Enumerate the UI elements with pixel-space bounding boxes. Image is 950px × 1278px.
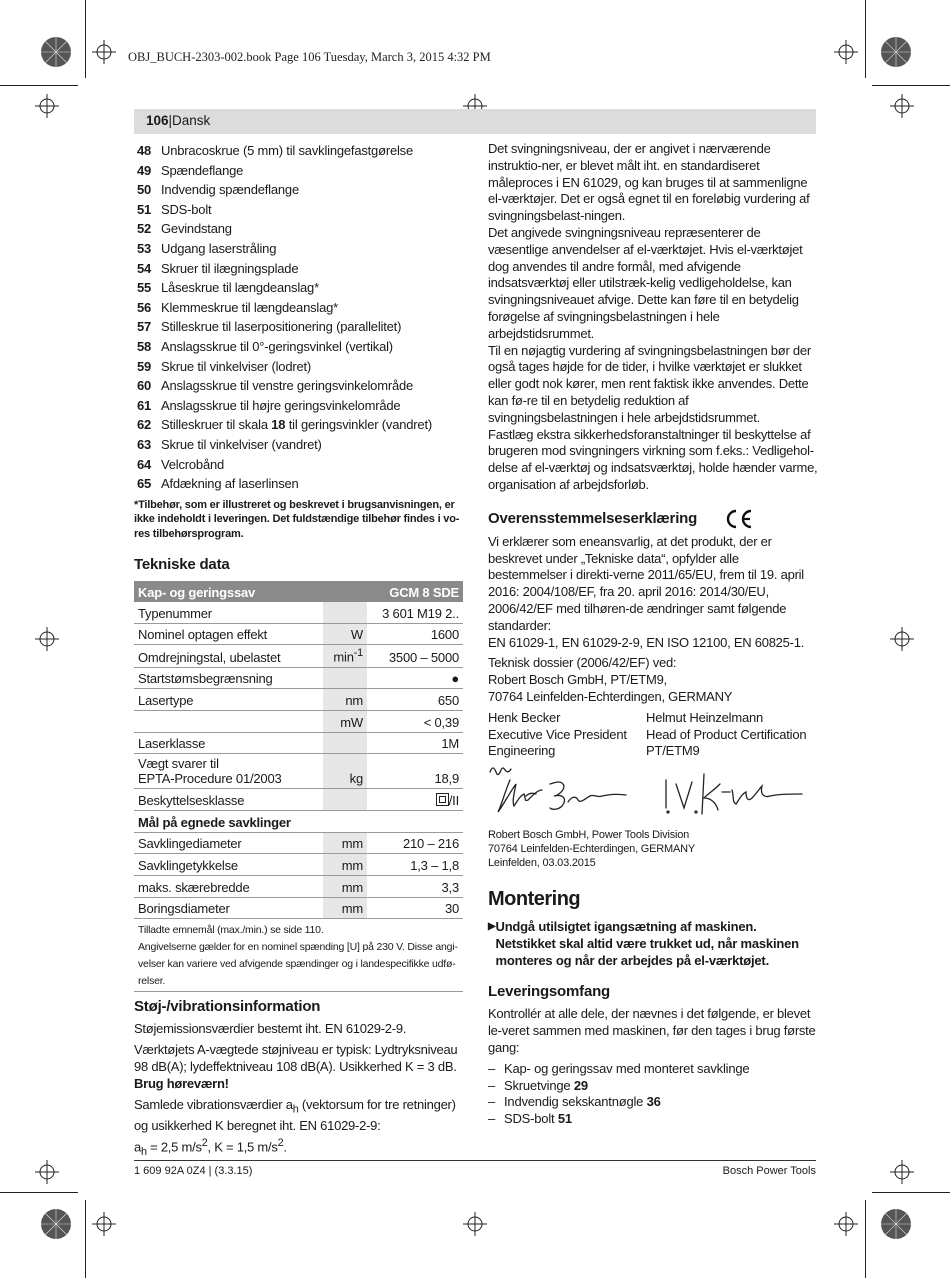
table-row — [134, 602, 463, 623]
table-cell-label: Vægt svarer til EPTA-Procedure 01/2003 — [134, 754, 323, 789]
accessory-footnote: *Tilbehør, som er illustreret og beskrevet i brugsanvisningen, er ikke indeholdt i leveringen. Det fuldstændige tilbehør findes i vo-res tilbehørsprogram. — [134, 498, 460, 540]
table-row — [134, 754, 463, 789]
part-description: Anslagsskrue til venstre geringsvinkelområde — [161, 378, 414, 394]
footer-code: 1 609 92A 0Z4 | (3.3.15) — [134, 1165, 253, 1177]
crosshair-icon-bottom-right — [834, 1212, 858, 1236]
table-cell-unit: mW — [323, 710, 367, 732]
table-cell-value: 1,3 – 1,8 — [367, 854, 463, 876]
table-cell-label: Lasertype — [134, 689, 323, 711]
registration-mark-top-left — [40, 36, 72, 68]
table-subheader: Mål på egnede savklinger — [134, 811, 463, 833]
vibration-para-1: Det svingningsniveau, der er angivet i nærværende instruktio-ner, er blevet målt iht. en standardiseret måleproces i EN 61029, og kan bruges til at sammenligne el-værktøjer. Det er også egnet til en foreløbig vurdering af svingningsbelast-ningen. — [488, 141, 810, 224]
crosshair-icon-bottom-left — [92, 1212, 116, 1236]
crosshair-icon-top-left — [92, 40, 116, 64]
part-number: 58 — [137, 338, 152, 354]
registration-mark-bottom-left — [40, 1208, 72, 1240]
table-cell-value: 210 – 216 — [367, 832, 463, 854]
signatories — [488, 710, 818, 760]
list-item — [134, 317, 464, 337]
table-row — [134, 623, 463, 645]
part-number: 53 — [137, 240, 152, 256]
table-cell-value: ● — [367, 667, 463, 689]
part-number: 62 — [137, 417, 152, 433]
table-cell-value: 30 — [367, 897, 463, 919]
part-description: Stilleskruer til skala 18 til geringsvinkler (vandret) — [161, 417, 432, 433]
part-number: 54 — [137, 260, 152, 276]
table-row — [134, 667, 463, 689]
table-cell-unit: mm — [323, 897, 367, 919]
conformity-standards: EN 61029-1, EN 61029-2-9, EN ISO 12100, EN 60825-1. — [488, 634, 805, 650]
list-item — [134, 357, 464, 377]
list-item: – SDS-bolt 51 — [488, 1111, 572, 1127]
part-number: 64 — [137, 456, 152, 472]
part-number: 49 — [137, 162, 152, 178]
hearing-protection-warning: Brug høreværn! — [134, 1075, 229, 1091]
crosshair-icon-left-upper — [35, 94, 59, 118]
right-column — [488, 141, 818, 1128]
table-row — [134, 789, 463, 811]
table-cell-label: Savklingediameter — [134, 832, 323, 854]
crosshair-icon-right-upper — [890, 94, 914, 118]
part-description: Stilleskrue til laserpositionering (parallelitet) — [161, 319, 402, 335]
part-number: 48 — [137, 143, 152, 158]
delivery-list — [488, 1061, 818, 1128]
part-number: 50 — [137, 182, 152, 198]
protection-class-icon — [436, 793, 449, 806]
table-cell-value: 1M — [367, 732, 463, 754]
table-cell-label: maks. skærebredde — [134, 876, 323, 898]
part-description: Anslagsskrue til 0°-geringsvinkel (vertikal) — [161, 338, 393, 354]
part-description: Låseskrue til længdeanslag* — [161, 280, 319, 296]
list-item — [134, 239, 464, 259]
vibration-text: Samlede vibrationsværdier $a_h$ (vektorsum for tre retninger) og usikkerhed K beregnet iht. EN 61029-2-9: $a_h = 2,5$ $m/s^2$, K = 1,5 $m/s^2$. — [134, 1096, 456, 1158]
tech-data-heading: Tekniske data — [134, 556, 230, 574]
delivery-text: Kontrollér at alle dele, der nævnes i det følgende, er blevet le-veret sammen med maskinen, før den tages i brug første gang: — [488, 1006, 816, 1056]
table-cell-unit: W — [323, 623, 367, 645]
dossier-line-1: Teknisk dossier (2006/42/EF) ved: — [488, 655, 677, 671]
part-description: Afdækning af laserlinsen — [161, 476, 299, 492]
tech-data-table — [134, 581, 463, 919]
table-cell-label: Omdrejningstal, ubelastet — [134, 645, 323, 667]
part-description: Skruer til ilægningsplade — [161, 260, 299, 276]
table-cell-label: Startstømsbegrænsning — [134, 667, 323, 689]
conformity-heading: Overensstemmelseserklæring — [488, 510, 698, 528]
part-number: 59 — [137, 358, 152, 374]
table-cell-value: 1600 — [367, 623, 463, 645]
table-cell-label: Laserklasse — [134, 732, 323, 754]
part-description: Skrue til vinkelviser (lodret) — [161, 358, 312, 374]
crosshair-icon-top-right — [834, 40, 858, 64]
list-item — [134, 455, 464, 475]
list-item — [134, 278, 464, 298]
table-row — [134, 645, 463, 667]
list-item: – Skruetvinge 29 — [488, 1077, 588, 1093]
list-item — [134, 219, 464, 239]
parts-list — [134, 141, 464, 494]
list-item — [134, 298, 464, 318]
assembly-heading: Montering — [488, 888, 581, 911]
triangle-bullet-icon: ▶ — [488, 921, 496, 933]
header-language: Dansk — [172, 113, 211, 128]
part-description: Spændeflange — [161, 162, 244, 178]
table-cell-unit — [323, 602, 367, 623]
table-cell-unit — [323, 732, 367, 754]
table-cell-label: Beskyttelsesklasse — [134, 789, 323, 811]
dossier-line-2: Robert Bosch GmbH, PT/ETM9, — [488, 672, 667, 688]
crosshair-icon-bottom-center — [463, 1212, 487, 1236]
delivery-heading: Leveringsomfang — [488, 983, 611, 1001]
table-row — [134, 710, 463, 732]
list-item — [134, 161, 464, 181]
signatory-1: Henk Becker Executive Vice President Engineering — [488, 709, 627, 759]
crosshair-icon-left-lower — [35, 1160, 59, 1184]
vibration-para-3: Til en nøjagtig vurdering af svingningsbelastningen bør der også tages højde for de tider, i hvilke værktøjet er slukket eller godt nok kører, men rent faktisk ikke anvendes. Dette kan fø-re til en betydelig reduktion af svingningsbelastningen i hele arbejdstidsrummet. — [488, 342, 811, 425]
ce-mark-icon — [724, 509, 754, 529]
noise-emission-text: Støjemissionsværdier bestemt iht. EN 61029-2-9. — [134, 1021, 407, 1037]
table-head-product: Kap- og geringssav — [134, 581, 367, 602]
list-item — [134, 474, 464, 494]
list-item — [134, 180, 464, 200]
part-description: Gevindstang — [161, 221, 232, 237]
part-description: Indvendig spændeflange — [161, 182, 299, 198]
list-item — [134, 415, 464, 435]
table-cell-unit: mm — [323, 876, 367, 898]
table-cell-label: Nominel optagen effekt — [134, 623, 323, 645]
part-description: Velcrobånd — [161, 456, 225, 472]
list-item — [134, 376, 464, 396]
part-number: 51 — [137, 201, 152, 217]
table-row — [134, 732, 463, 754]
part-description: SDS-bolt — [161, 201, 212, 217]
company-address: Robert Bosch GmbH, Power Tools Division 70764 Leinfelden-Echterdingen, GERMANY Leinfelden, 03.03.2015 — [488, 829, 696, 870]
vibration-para-2: Det angivede svingningsniveau repræsenterer de væsentlige anvendelser af el-værktøjet. Hvis el-værktøjet dog anvendes til andre formål, med afvigende indsatsværktøj eller utilstræk-kelig vedligeholdelse, kan svingningsniveauet afvige. Dette kan føre til en betydelig forøgelse af svingningsbelastningen i hele arbejdstidsrummet. — [488, 224, 803, 341]
page-number: 106 — [146, 113, 169, 128]
noise-heading: Støj-/vibrationsinformation — [134, 998, 321, 1016]
vibration-para-4: Fastlæg ekstra sikkerhedsforanstaltninger til beskyttelse af brugeren mod svingningers virkning som f.eks.: Vedligehol-delse af el-værktøj og indsatsværktøj, holde hænder varme, organisation af arbejdsforløb. — [488, 426, 818, 492]
noise-level-text: Værktøjets A-vægtede støjniveau er typisk: Lydtryksniveau 98 dB(A); lydeffektniveau 108 dB(A). Usikkerhed K = 3 dB. Brug høreværn! — [134, 1042, 458, 1091]
part-description: Udgang laserstråling — [161, 240, 277, 256]
table-header-row — [134, 581, 463, 602]
print-slug: OBJ_BUCH-2303-002.book Page 106 Tuesday, March 3, 2015 4:32 PM — [128, 50, 491, 64]
footer-brand: Bosch Power Tools — [722, 1165, 816, 1177]
list-item: – Indvendig sekskantnøgle 36 — [488, 1094, 661, 1110]
part-number: 60 — [137, 378, 152, 394]
table-subheader-row — [134, 811, 463, 833]
table-cell-value: /II — [367, 789, 463, 811]
part-number: 65 — [137, 476, 152, 492]
list-item — [134, 259, 464, 279]
table-row — [134, 854, 463, 876]
part-description: Unbracoskrue (5 mm) til savklingefastgørelse — [161, 143, 414, 158]
safety-warning: ▶ Undgå utilsigtet igangsætning af maskinen. Netstikket skal altid være trukket ud, når maskinen monteres og når der arbejdes på el-værktøjet. — [488, 919, 799, 968]
part-number: 61 — [137, 397, 152, 413]
list-item: – Kap- og geringssav med monteret savklinge — [488, 1060, 750, 1076]
signatory-2: Helmut Heinzelmann Head of Product Certification PT/ETM9 — [646, 709, 807, 759]
header-separator: | — [168, 113, 173, 128]
table-cell-unit: mm — [323, 832, 367, 854]
table-row — [134, 876, 463, 898]
registration-mark-bottom-right — [880, 1208, 912, 1240]
part-number: 63 — [137, 436, 152, 452]
part-number: 52 — [137, 221, 152, 237]
crosshair-icon-mid-left — [35, 627, 59, 651]
table-row — [134, 689, 463, 711]
table-cell-value: 18,9 — [367, 754, 463, 789]
table-cell-unit — [323, 667, 367, 689]
table-cell-label: Savklingetykkelse — [134, 854, 323, 876]
table-cell-value: 3,3 — [367, 876, 463, 898]
table-row — [134, 832, 463, 854]
table-cell-unit: $\min^{-1}$ — [323, 645, 367, 667]
table-head-model: GCM 8 SDE — [367, 581, 463, 602]
list-item — [134, 200, 464, 220]
page-header — [134, 109, 816, 134]
table-cell-label: Boringsdiameter — [134, 897, 323, 919]
conformity-text: Vi erklærer som eneansvarlig, at det produkt, der er beskrevet under „Tekniske data“, opfylder alle bestemmelser i direkti-verne 2011/65/EU, frem til 19. april 2016: 2004/108/EF, fra 20. april 2016: 2014/30/EU, 2006/42/EF med tilhøren-de ændringer samt følgende standarder: — [488, 533, 804, 633]
table-cell-value: < 0,39 — [367, 710, 463, 732]
part-number: 56 — [137, 299, 152, 315]
list-item — [134, 396, 464, 416]
list-item — [134, 435, 464, 455]
table-cell-label: Typenummer — [134, 602, 323, 623]
table-cell-label — [134, 710, 323, 732]
conformity-heading-row — [488, 509, 818, 529]
crosshair-icon-mid-right — [890, 627, 914, 651]
table-note-voltage: Angivelserne gælder for en nominel spænding [U] på 230 V. Disse angi-velser kan variere ved afvigende spændinger og i landespecifikke udfø-relser. — [134, 939, 463, 992]
table-cell-value: 3 601 M19 2.. — [367, 602, 463, 623]
dossier-line-3: 70764 Leinfelden-Echterdingen, GERMANY — [488, 688, 733, 704]
page-footer — [134, 1160, 816, 1177]
part-description: Skrue til vinkelviser (vandret) — [161, 436, 322, 452]
table-cell-unit: kg — [323, 754, 367, 789]
table-cell-unit: mm — [323, 854, 367, 876]
table-cell-value: 650 — [367, 689, 463, 711]
handwritten-signatures — [488, 762, 818, 824]
table-note-dimensions: Tilladte emnemål (max./min.) se side 110. — [138, 924, 324, 937]
registration-mark-top-right — [880, 36, 912, 68]
part-number: 55 — [137, 280, 152, 296]
table-cell-unit: nm — [323, 689, 367, 711]
left-column — [134, 141, 464, 1161]
part-number: 57 — [137, 319, 152, 335]
crosshair-icon-right-lower — [890, 1160, 914, 1184]
part-description: Anslagsskrue til højre geringsvinkelområde — [161, 397, 401, 413]
table-row — [134, 897, 463, 919]
list-item — [134, 337, 464, 357]
list-item — [134, 141, 464, 161]
part-description: Klemmeskrue til længdeanslag* — [161, 299, 339, 315]
table-cell-value: 3500 – 5000 — [367, 645, 463, 667]
